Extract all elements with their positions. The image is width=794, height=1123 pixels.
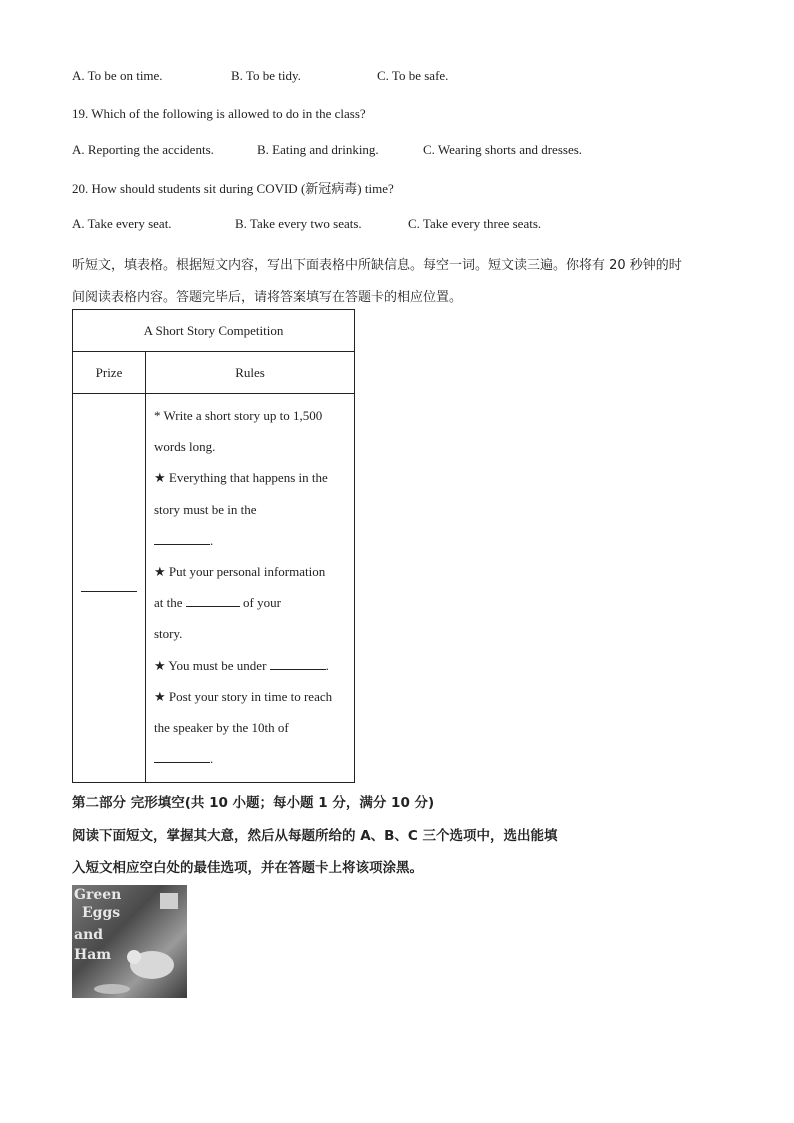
rule-3-line-b: at the of your (154, 595, 281, 611)
listening-instruction-line1: 听短文，填表格。根据短文内容，写出下面表格中所缺信息。每空一词。短文读三遍。你将有 20 秒钟的时 (72, 258, 682, 273)
rule-1-line-a: * Write a short story up to 1,500 (154, 408, 323, 423)
rule-5-blank (154, 750, 210, 763)
rule-2-line-a: ★ Everything that happens in the (154, 470, 328, 486)
rule-2-blank-line: . (154, 525, 350, 556)
q20-option-c: C. Take every three seats. (408, 216, 542, 231)
photo-text-2: Eggs (82, 905, 121, 921)
rule-3-blank (186, 594, 240, 607)
part2-heading: 第二部分 完形填空(共 10 小题；每小题 1 分，满分 10 分) (72, 795, 435, 811)
rule-4-line: ★ You must be under . (154, 657, 329, 673)
rule-2-line-b: story must be in the (154, 501, 257, 517)
part2-instruction-line2: 入短文相应空白处的最佳选项，并在答题卡上将该项涂黑。 (72, 860, 423, 876)
column-header-prize: Prize (73, 352, 146, 394)
rule-5-line-a: ★ Post your story in time to reach (154, 688, 333, 704)
q19-option-a: A. Reporting the accidents. (72, 142, 214, 157)
q20-option-a: A. Take every seat. (72, 216, 172, 231)
listening-instruction-line2: 间阅读表格内容。答题完毕后，请将答案填写在答题卡的相应位置。 (72, 290, 463, 305)
rules-cell (146, 394, 355, 783)
q18-option-c: C. To be safe. (377, 68, 449, 83)
rule-3-line-c: story. (154, 626, 183, 642)
column-header-rules: Rules (146, 352, 355, 394)
prize-blank (81, 581, 137, 592)
part2-instruction-line1: 阅读下面短文，掌握其大意，然后从每题所给的 A、B、C 三个选项中，选出能填 (72, 828, 558, 844)
q20-question: 20. How should students sit during COVID (新冠病毒) time? (72, 181, 394, 196)
photo-text-4: Ham (74, 947, 112, 963)
q19-option-b: B. Eating and drinking. (257, 142, 379, 157)
rule-3-line-a: ★ Put your personal information (154, 564, 326, 580)
competition-table (72, 309, 355, 783)
rule-5-blank-line: . (154, 743, 350, 774)
q20-option-b: B. Take every two seats. (235, 216, 362, 231)
rule-5-line-b: the speaker by the 10th of (154, 720, 289, 736)
photo-text-3: and (74, 927, 104, 943)
q19-option-c: C. Wearing shorts and dresses. (423, 142, 583, 157)
prize-cell (73, 394, 146, 783)
cat-figure-icon (72, 885, 187, 998)
rule-2-blank (154, 532, 210, 545)
rule-4-blank (270, 657, 326, 670)
table-title: A Short Story Competition (73, 310, 355, 352)
q19-question: 19. Which of the following is allowed to do in the class? (72, 106, 366, 121)
book-cover-photo (72, 885, 187, 998)
q18-option-b: B. To be tidy. (231, 68, 301, 83)
photo-text-1: Green (74, 887, 122, 903)
q18-option-a: A. To be on time. (72, 68, 163, 83)
rule-1-line-b: words long. (154, 439, 216, 455)
